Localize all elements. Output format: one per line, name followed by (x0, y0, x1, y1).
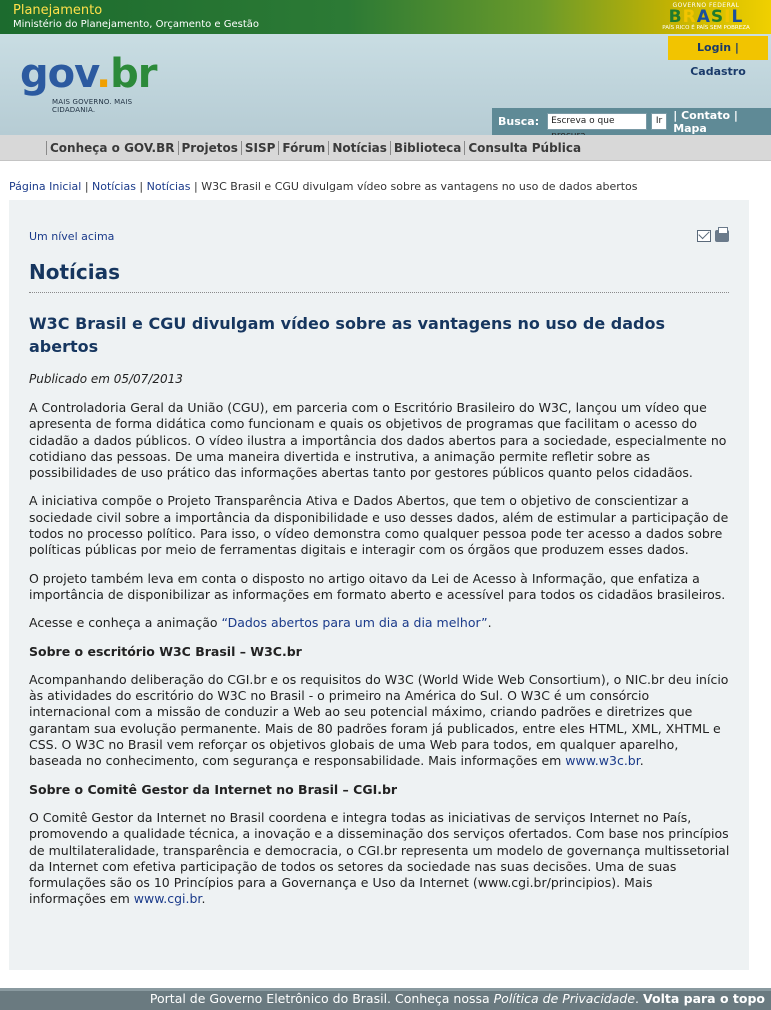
header-separator: | (733, 108, 738, 122)
header-separator: | (673, 108, 678, 122)
heading-w3c: Sobre o escritório W3C Brasil – W3C.br (29, 643, 302, 659)
login-separator: | (734, 41, 739, 54)
paragraph-2: A iniciativa compõe o Projeto Transparência Ativa e Dados Abertos, que tem o objetivo de conscientizar a sociedade civil sobre a importância da disponibilidade e uso desses dados, além de estimular a participação de todos no processo político. Para isso, o vídeo demonstra como qualquer pessoa pode ter acesso a dados sobre políticas públicas por meio de ferramentas digitais e interagir com os órgãos que produzem esses dados. (29, 493, 729, 558)
paragraph-1: A Controladoria Geral da União (CGU), em parceria com o Escritório Brasileiro do W3C, lançou um vídeo que apresenta de forma didática como funcionam e quais os objetivos de programas que facilitam o acesso do cidadão a dados públicos. O vídeo ilustra a importância dos dados abertos para a sociedade, especialmente no cotidiano das pessoas. De uma maneira divertida e instrutiva, a animação permite refletir sobre as possibilidades de uso prático das informações abertas tanto por gestores públicos quanto pelos cidadãos. (29, 400, 727, 481)
search-bar (492, 108, 771, 135)
govbr-logo-word: gov.br (20, 51, 157, 97)
article-title: W3C Brasil e CGU divulgam vídeo sobre as vantagens no uso de dados abertos (29, 314, 665, 356)
nav-item-conheca[interactable]: Conheça o GOV.BR (46, 141, 178, 155)
breadcrumb-separator: | (194, 180, 202, 193)
contato-link[interactable]: Contato (681, 108, 731, 122)
paragraph-5-text: Acompanhando deliberação do CGI.br e os requisitos do W3C (World Wide Web Consortium), o NIC.br deu início às atividades do escritório do W3C no Brasil - o primeiro na América do Sul. O W3C é um consórcio internacional com a missão de conduzir a Web ao seu potencial máximo, criando padrões e diretrizes que garantam sua evolução permanente. Mais de 80 padrões foram já publicados, entre eles HTML, XML, XHTML e CSS. O W3C no Brasil vem reforçar os objetivos globais de uma Web para todos, em qualquer aparelho, baseada no conhecimento, com segurança e responsabilidade. Mais informações em (29, 671, 729, 769)
email-icon[interactable] (697, 230, 711, 242)
ministry-subtitle: Ministério do Planejamento, Orçamento e Gestão (13, 19, 260, 30)
article-body (29, 400, 732, 920)
paragraph-4 (29, 615, 732, 631)
nav-item-consulta[interactable]: Consulta Pública (464, 141, 584, 155)
paragraph-4-end: . (487, 615, 492, 631)
ministry-title: Planejamento (13, 3, 103, 18)
ministry-brand[interactable] (13, 3, 259, 30)
paragraph-6-end: . (201, 891, 206, 907)
article-tools (697, 230, 729, 242)
footer-text: Portal de Governo Eletrônico do Brasil. Conheça nossa (149, 991, 494, 1006)
up-level-link[interactable]: Um nível acima (29, 230, 115, 243)
login-box (668, 36, 768, 78)
brasil-logo-word: BRASIL (668, 7, 744, 27)
breadcrumb-separator: | (139, 180, 147, 193)
paragraph-4-text: Acesse e conheça a animação (29, 615, 222, 631)
breadcrumb-current: W3C Brasil e CGU divulgam vídeo sobre as vantagens no uso de dados abertos (201, 180, 638, 193)
brasil-logo[interactable] (659, 2, 753, 32)
site-header (0, 34, 771, 135)
breadcrumb (9, 180, 769, 193)
search-label: Busca: (498, 115, 540, 128)
paragraph-3: O projeto também leva em conta o disposto no artigo oitavo da Lei de Acesso à Informação, que enfatiza a importância de disponibilizar as informações em formato aberto e acessível para todos os cidadãos brasileiros. (29, 570, 726, 602)
print-icon[interactable] (715, 230, 729, 242)
paragraph-6 (29, 810, 732, 908)
heading-cgi: Sobre o Comitê Gestor da Internet no Brasil – CGI.br (29, 781, 398, 797)
breadcrumb-noticias-2[interactable]: Notícias (146, 180, 191, 193)
breadcrumb-separator: | (84, 180, 93, 193)
paragraph-5-end: . (639, 753, 644, 769)
govbr-logo[interactable] (20, 51, 160, 116)
brasil-logo-top: GOVERNO FEDERAL (672, 2, 740, 9)
footer-dot: . (635, 991, 640, 1006)
cgi-link[interactable]: www.cgi.br (133, 891, 202, 907)
government-bar (0, 0, 771, 34)
main-nav (0, 135, 771, 161)
breadcrumb-noticias-1[interactable]: Notícias (92, 180, 136, 193)
paragraph-5 (29, 672, 732, 770)
section-title: Notícias (29, 260, 121, 284)
nav-item-projetos[interactable]: Projetos (178, 141, 241, 155)
brasil-logo-slogan: PAÍS RICO É PAÍS SEM POBREZA (662, 25, 750, 31)
published-date: Publicado em 05/07/2013 (29, 372, 183, 386)
login-link[interactable]: Login (697, 41, 732, 54)
mapa-link[interactable]: Mapa (673, 121, 707, 135)
nav-item-noticias[interactable]: Notícias (328, 141, 390, 155)
site-footer (0, 988, 771, 1010)
back-to-top-link[interactable]: Volta para o topo (643, 991, 765, 1006)
breadcrumb-home[interactable]: Página Inicial (9, 180, 82, 193)
cadastro-link[interactable]: Cadastro (690, 65, 746, 78)
nav-item-sisp[interactable]: SISP (241, 141, 279, 155)
nav-item-biblioteca[interactable]: Biblioteca (390, 141, 464, 155)
nav-item-forum[interactable]: Fórum (278, 141, 328, 155)
w3c-link[interactable]: www.w3c.br (565, 753, 640, 769)
content-panel (9, 200, 749, 970)
paragraph-6-text: O Comitê Gestor da Internet no Brasil coordena e integra todas as iniciativas de serviços Internet no País, promovendo a qualidade técnica, a inovação e a disseminação dos serviços ofertados. Com base nos princípios de multilateralidade, transparência e democracia, o CGI.br representa um modelo de governança multissetorial da Internet com efetiva participação de todos os setores da sociedade nas suas decisões. Uma de suas formulações são os 10 Princípios para a Governança e Uso da Internet (www.cgi.br/principios). Mais informações em (29, 809, 730, 907)
animation-link[interactable]: “Dados abertos para um dia a dia melhor” (221, 615, 488, 631)
header-links (673, 109, 771, 135)
title-divider (29, 292, 729, 293)
search-input[interactable]: Escreva o que (547, 113, 647, 130)
footer-top-border (0, 988, 771, 991)
govbr-logo-tagline: MAIS GOVERNO. MAIS CIDADANIA. (52, 98, 133, 114)
search-go-button[interactable]: Ir (651, 113, 667, 130)
privacy-link[interactable]: Política de Privacidade (493, 991, 636, 1006)
